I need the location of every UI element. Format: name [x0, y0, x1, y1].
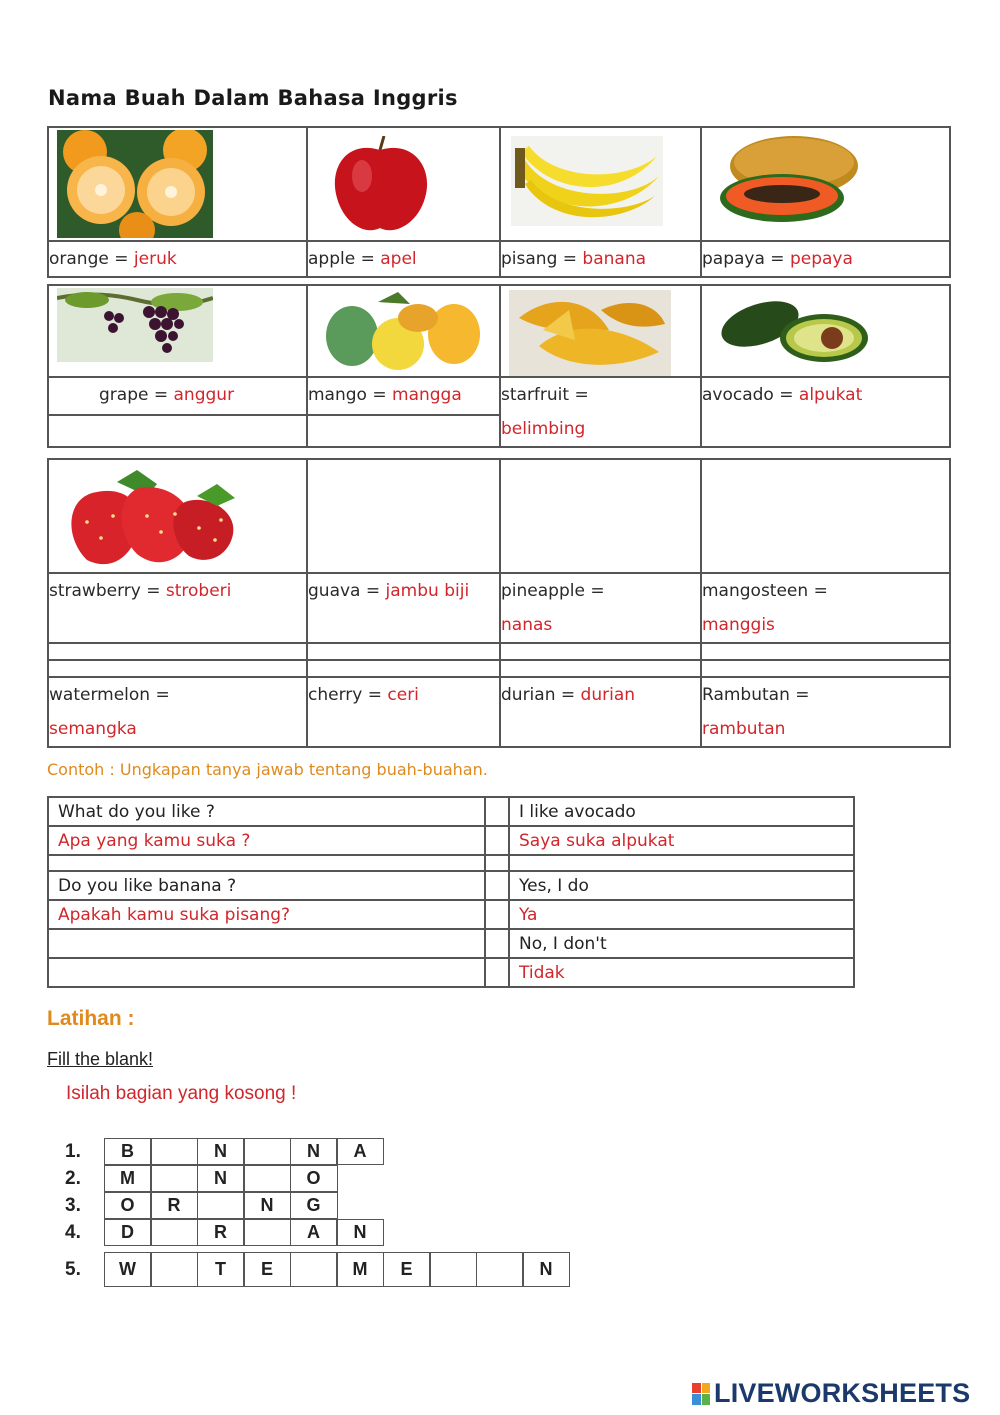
empty-cell [307, 660, 500, 677]
puzzle-blank-box[interactable] [150, 1138, 198, 1165]
puzzle-blank-box[interactable] [243, 1138, 291, 1165]
answer-3: No, I don't [509, 929, 854, 958]
mango-image-cell [307, 285, 500, 377]
exercise-instruction-id: Isilah bagian yang kosong ! [66, 1083, 297, 1104]
puzzle-blank-box[interactable] [150, 1252, 198, 1287]
spacer-cell [485, 855, 509, 871]
fruit-table-1 [47, 126, 951, 278]
puzzle-letter-box: B [104, 1138, 152, 1165]
puzzle-row [65, 1191, 338, 1220]
puzzle-blank-box[interactable] [150, 1165, 198, 1192]
empty-image-cell [307, 459, 500, 573]
strawberry-image [57, 466, 255, 570]
puzzle-letter-box: O [290, 1165, 338, 1192]
liveworksheets-logo [692, 1378, 970, 1409]
spacer-cell [485, 871, 509, 900]
puzzle-letter-box: N [243, 1192, 291, 1219]
fruit-table-2 [47, 284, 951, 448]
puzzle-blank-box[interactable] [429, 1252, 477, 1287]
brand-name: LIVEWORKSHEETS [714, 1378, 971, 1408]
puzzle-letter-box: A [336, 1138, 384, 1165]
starfruit-image [509, 290, 671, 376]
empty-cell [701, 660, 950, 677]
fruit-label-durian: durian = durian [500, 677, 701, 747]
fruit-label-pineapple: pineapple = nanas [500, 573, 701, 643]
puzzle-blank-box[interactable] [150, 1219, 198, 1246]
puzzle-row [65, 1255, 570, 1284]
avocado-image-cell [701, 285, 950, 377]
puzzle-letter-box: R [197, 1219, 245, 1246]
puzzle-blank-box[interactable] [243, 1165, 291, 1192]
mango-image [318, 290, 484, 372]
empty-image-cell [701, 459, 950, 573]
qa-table [47, 796, 855, 988]
page-title: Nama Buah Dalam Bahasa Inggris [48, 86, 458, 110]
puzzle-row-number: 4. [65, 1221, 81, 1243]
liveworksheets-logo-icon [692, 1383, 710, 1405]
puzzle-letter-box: N [197, 1165, 245, 1192]
puzzle-letter-box: R [150, 1192, 198, 1219]
puzzle-letter-box: N [336, 1219, 384, 1246]
empty-cell [48, 855, 485, 871]
empty-cell [307, 415, 500, 447]
puzzle-row [65, 1164, 338, 1193]
orange-image [57, 130, 213, 238]
puzzle-letter-box: M [336, 1252, 384, 1287]
starfruit-image-cell [500, 285, 701, 377]
fruit-label-avocado: avocado = alpukat [701, 377, 950, 447]
fruit-label-grape: grape = anggur [48, 377, 307, 415]
empty-cell [48, 929, 485, 958]
spacer-cell [485, 900, 509, 929]
puzzle-boxes [105, 1165, 338, 1192]
puzzle-letter-box: O [104, 1192, 152, 1219]
puzzle-blank-box[interactable] [476, 1252, 524, 1287]
answer-1: I like avocado [509, 797, 854, 826]
fruit-label-starfruit: starfruit = belimbing [500, 377, 701, 447]
banana-image-cell [500, 127, 701, 241]
spacer-cell [485, 826, 509, 855]
answer-2: Yes, I do [509, 871, 854, 900]
puzzle-blank-box[interactable] [290, 1252, 338, 1287]
empty-cell [500, 643, 701, 660]
exercise-instruction-en: Fill the blank! [47, 1049, 154, 1069]
empty-cell [48, 660, 307, 677]
empty-cell [48, 643, 307, 660]
puzzle-boxes [105, 1219, 384, 1246]
fruit-label-guava: guava = jambu biji [307, 573, 500, 643]
apple-image [328, 136, 434, 236]
empty-cell [509, 855, 854, 871]
answer-3-translation: Tidak [509, 958, 854, 987]
puzzle-blank-box[interactable] [197, 1192, 245, 1219]
fruit-label-papaya: papaya = pepaya [701, 241, 950, 277]
empty-cell [701, 643, 950, 660]
puzzle-boxes [105, 1138, 384, 1165]
fruit-label-mangosteen: mangosteen = manggis [701, 573, 950, 643]
puzzle-letter-box: N [522, 1252, 570, 1287]
papaya-image [710, 132, 860, 228]
puzzle-row-number: 1. [65, 1140, 81, 1162]
puzzle-letter-box: M [104, 1165, 152, 1192]
apple-image-cell [307, 127, 500, 241]
puzzle-row-number: 3. [65, 1194, 81, 1216]
puzzle-blank-box[interactable] [243, 1219, 291, 1246]
strawberry-image-cell [48, 459, 307, 573]
banana-image [511, 136, 663, 226]
avocado-image [720, 294, 870, 366]
fruit-label-cherry: cherry = ceri [307, 677, 500, 747]
puzzle-letter-box: W [104, 1252, 152, 1287]
puzzle-letter-box: G [290, 1192, 338, 1219]
puzzle-row-number: 2. [65, 1167, 81, 1189]
example-heading: Contoh : Ungkapan tanya jawab tentang buah-buahan. [47, 760, 488, 779]
puzzle-row-number: 5. [65, 1258, 81, 1280]
puzzle-letter-box: T [197, 1252, 245, 1287]
question-1-translation: Apa yang kamu suka ? [48, 826, 485, 855]
fruit-label-strawberry: strawberry = stroberi [48, 573, 307, 643]
empty-cell [307, 643, 500, 660]
puzzle-row [65, 1137, 384, 1166]
fruit-label-orange: orange = jeruk [48, 241, 307, 277]
fruit-table-3 [47, 458, 951, 748]
spacer-cell [485, 797, 509, 826]
papaya-image-cell [701, 127, 950, 241]
puzzle-letter-box: N [290, 1138, 338, 1165]
question-2-translation: Apakah kamu suka pisang? [48, 900, 485, 929]
puzzle-boxes [105, 1252, 570, 1287]
exercise-heading: Latihan : [47, 1007, 135, 1030]
grape-image-cell [48, 285, 307, 377]
fruit-label-rambutan: Rambutan = rambutan [701, 677, 950, 747]
puzzle-letter-box: N [197, 1138, 245, 1165]
fruit-label-apple: apple = apel [307, 241, 500, 277]
puzzle-letter-box: E [243, 1252, 291, 1287]
fruit-label-pisang: pisang = banana [500, 241, 701, 277]
empty-cell [48, 415, 307, 447]
answer-1-translation: Saya suka alpukat [509, 826, 854, 855]
answer-2-translation: Ya [509, 900, 854, 929]
orange-image-cell [48, 127, 307, 241]
spacer-cell [485, 958, 509, 987]
question-2: Do you like banana ? [48, 871, 485, 900]
puzzle-letter-box: A [290, 1219, 338, 1246]
puzzle-letter-box: E [383, 1252, 431, 1287]
question-1: What do you like ? [48, 797, 485, 826]
grape-image [57, 288, 213, 362]
empty-image-cell [500, 459, 701, 573]
spacer-cell [485, 929, 509, 958]
empty-cell [48, 958, 485, 987]
puzzle-letter-box: D [104, 1219, 152, 1246]
puzzle-row [65, 1218, 384, 1247]
fruit-label-mango: mango = mangga [307, 377, 500, 415]
fruit-label-watermelon: watermelon = semangka [48, 677, 307, 747]
empty-cell [500, 660, 701, 677]
puzzle-boxes [105, 1192, 338, 1219]
